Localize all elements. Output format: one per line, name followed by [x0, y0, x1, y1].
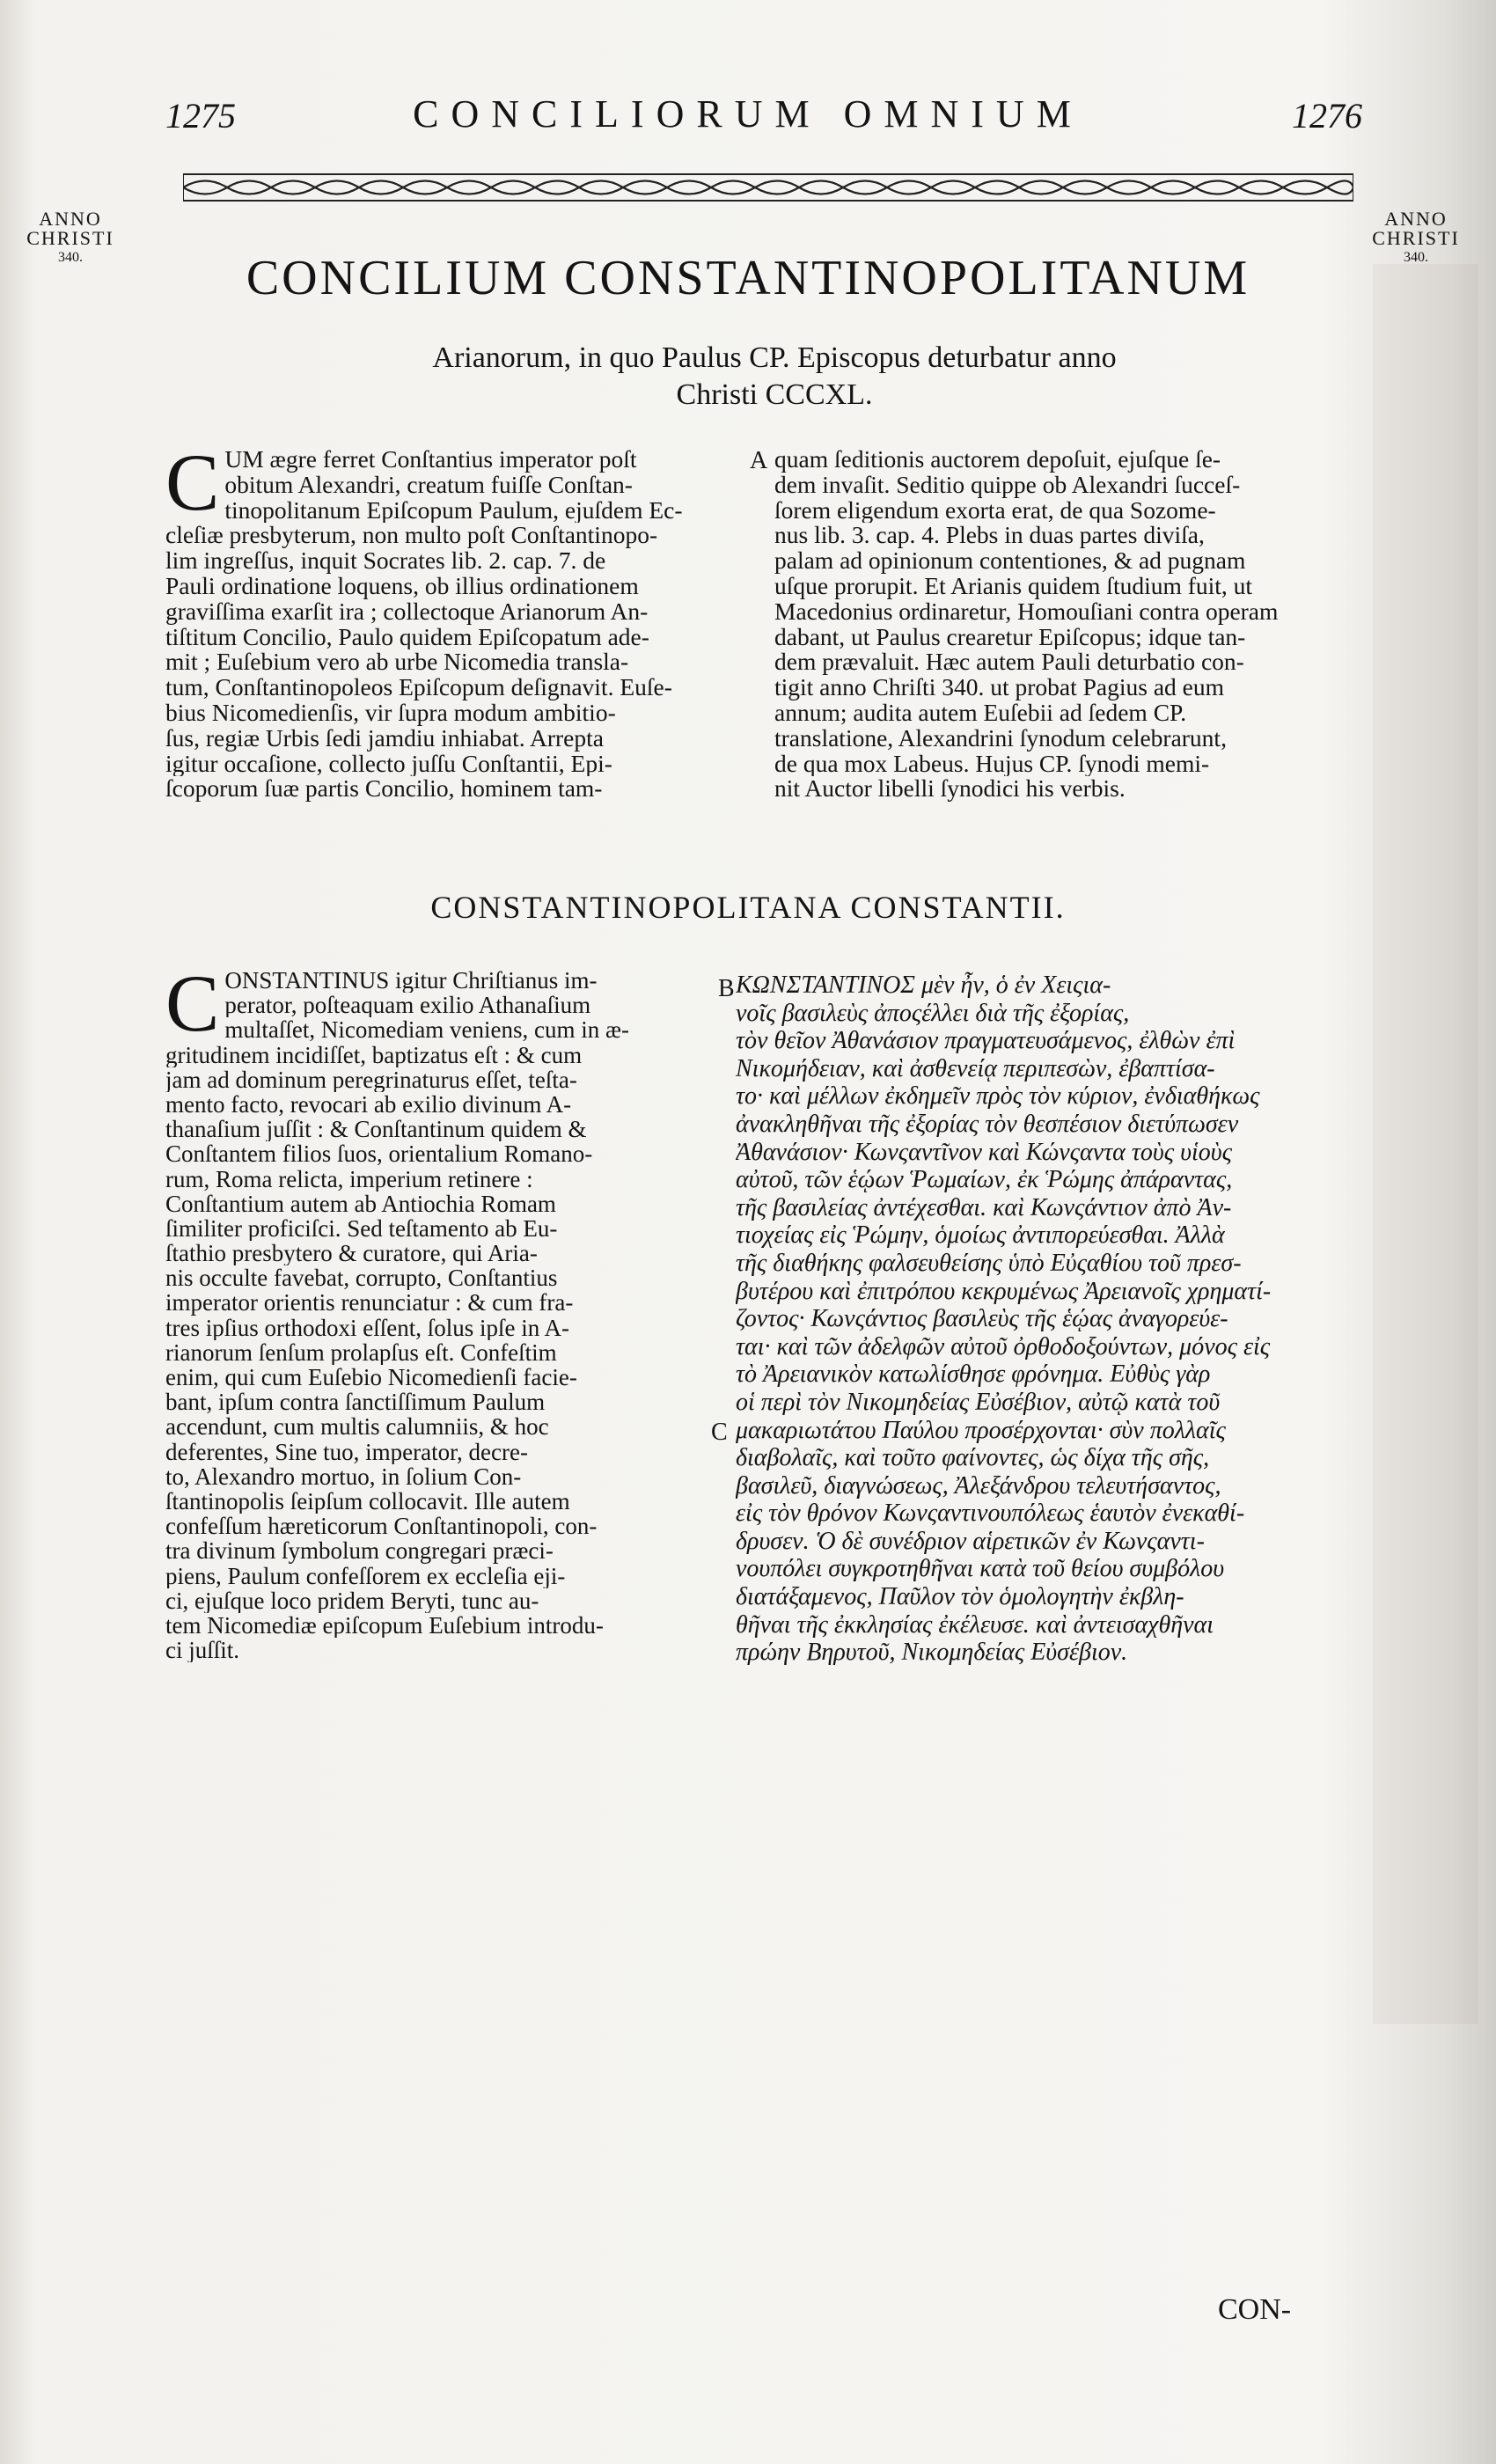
text-line: imperator orientis renunciatur : & cum fra- — [165, 1290, 574, 1316]
text-line: διαβολαῖς, καὶ τοῦτο φαίνοντες, ὡς δίχα τῆς σῆς, — [736, 1444, 1210, 1472]
text-line: ſtantinopolis ſeipſum collocavit. Ille autem — [165, 1488, 570, 1514]
text-line: bius Nicomedienſis, vir ſupra modum ambitio- — [165, 700, 616, 726]
text-line: ci juſſit. — [165, 1638, 239, 1663]
christi-label: CHRISTI — [1372, 227, 1460, 249]
latin-column-3 — [165, 958, 711, 1663]
council-title: CONCILIUM CONSTANTINOPOLITANUM — [246, 251, 1250, 305]
page-number-left: 1275 — [165, 96, 236, 136]
text-line: Macedonius ordinaretur, Homouſiani contra operam — [774, 598, 1279, 625]
text-line: ſcoporum ſuæ partis Concilio, hominem tam- — [165, 776, 603, 803]
text-line: igitur occaſione, collecto juſſu Conſtantii, Epi- — [165, 751, 612, 777]
text-line: dem invaſit. Seditio quippe ob Alexandri ſucceſ- — [774, 472, 1241, 498]
text-line: rianorum ſenſum prolapſus eſt. Confeſtim — [165, 1339, 557, 1365]
text-line: palam ad opinionum contentiones, & ad pugnam — [774, 548, 1246, 574]
text-line: βασιλεῦ, διαγνώσεως, Ἀλεξάνδρου τελευτήσαντος, — [736, 1471, 1221, 1500]
text-line: thanaſium juſſit : & Conſtantinum quidem & — [165, 1117, 587, 1142]
text-line: enim, qui cum Euſebio Nicomedienſi facie- — [165, 1365, 577, 1390]
text-line: UM ægre ferret Conſtantius imperator poſt — [224, 447, 637, 473]
text-line: ἀνακληθῆναι τῆς ἐξορίας τὸν θεσπέσιον διετύπωσεν — [736, 1110, 1239, 1138]
running-head: CONCILIORUM OMNIUM — [413, 92, 1083, 136]
text-line: τιοχείας εἰς Ῥώμην, ὁμοίως ἀντιπορεύεσθαι. Ἀλλὰ — [736, 1221, 1225, 1250]
ornamental-border — [183, 172, 1353, 202]
text-line: τὸν θεῖον Ἀθανάσιον πραγματευσάμενος, ἐλθὼν ἐπὶ — [736, 1027, 1236, 1055]
anno-year: 340. — [1404, 250, 1428, 265]
margin-letter-a: A — [750, 447, 768, 474]
text-line: to, Alexandro mortuo, in ſolium Con- — [165, 1463, 522, 1489]
drop-cap: C — [165, 437, 220, 527]
text-line: lim ingreſſus, inquit Socrates lib. 2. cap. 7. de — [165, 548, 606, 574]
text-line: τὸ Ἀρειανικὸν κατωλίσθησε φρόνημα. Εὐθὺς γὰρ — [736, 1360, 1211, 1389]
text-line: Ἀθανάσιον· Κωνςαντῖνον καὶ Κώνςαντα τοὺς υἱοὺς — [736, 1138, 1232, 1166]
greek-column — [736, 972, 1366, 1667]
text-line: ONSTANTINUS igitur Chriſtianus im- — [224, 968, 598, 994]
text-line: mento facto, revocari ab exilio divinum A- — [165, 1091, 572, 1118]
text-line: tinopolitanum Epiſcopum Paulum, ejuſdem Ec- — [224, 497, 683, 524]
text-line: quam ſeditionis auctorem depoſuit, ejuſque ſe- — [774, 447, 1221, 473]
text-line: αὐτοῦ, τῶν ἑῴων Ῥωμαίων, ἐκ Ῥώμης ἀπάραντας, — [736, 1166, 1233, 1194]
text-line: accendunt, cum multis calumniis, & hoc — [165, 1414, 549, 1440]
text-line: obitum Alexandri, creatum fuiſſe Conſtan- — [224, 472, 633, 498]
text-line: piens, Paulum confeſſorem ex eccleſia eji- — [165, 1563, 566, 1588]
text-line: δρυσεν. Ὁ δὲ συνέδριον αἱρετικῶν ἐν Κωνςαντι- — [736, 1527, 1205, 1555]
text-line: νοῖς βασιλεὺς ἀποςέλλει διὰ τῆς ἐξορίας, — [736, 999, 1130, 1027]
drop-cap: C — [165, 958, 220, 1048]
bleed-through — [1373, 264, 1478, 2024]
text-line: ζοντος· Κωνςάντιος βασιλεὺς τῆς ἑῴας ἀναγορεύε- — [736, 1305, 1228, 1333]
text-line: ΚΩΝΣΤΑΝΤΙΝΟΣ μὲν ἦν, ὁ ἐν Χειςια- — [736, 972, 1111, 999]
text-line: ſimiliter proficiſci. Sed teſtamento ab Eu- — [165, 1215, 558, 1242]
text-line: ſtathio presbytero & curatore, qui Aria- — [165, 1241, 538, 1266]
text-line: translatione, Alexandrini ſynodum celebrarunt, — [774, 725, 1227, 752]
text-line: graviſſima exarſit ira ; collectoque Arianorum An- — [165, 598, 649, 625]
anno-label: ANNO — [39, 208, 102, 230]
text-line: mit ; Euſebium vero ab urbe Nicomedia transla- — [165, 649, 629, 676]
text-line: Conſtantem filios ſuos, orientalium Romano- — [165, 1141, 593, 1167]
catchword: CON- — [1218, 2293, 1292, 2326]
text-line: tigit anno Chriſti 340. ut probat Pagius ad eum — [774, 675, 1224, 700]
text-line: τῆς διαθήκης φαλσευθείσης ὑπὸ Εὐςαθίου τοῦ πρεσ- — [736, 1249, 1242, 1277]
text-line: gritudinem incidiſſet, baptizatus eſt : & cum — [165, 1042, 583, 1067]
text-line: tres ipſius orthodoxi eſſent, ſolus ipſe in A- — [165, 1315, 569, 1340]
text-line: perator, poſteaquam exilio Athanaſium — [224, 993, 591, 1018]
text-line: θῆναι τῆς ἐκκλησίας ἐκέλευσε. καὶ ἀντεισαχθῆναι — [736, 1610, 1214, 1639]
latin-column-1 — [165, 437, 746, 803]
text-line: ται· καὶ τῶν ἀδελφῶν αὐτοῦ ὀρθοδοξούντων, μόνος εἰς — [736, 1332, 1271, 1360]
text-line: tem Nicomediæ epiſcopum Euſebium introdu- — [165, 1612, 604, 1639]
subtitle-line: Arianorum, in quo Paulus CP. Episcopus deturbatur anno — [432, 341, 1117, 374]
anno-label: ANNO — [1384, 208, 1448, 230]
text-line: nit Auctor libelli ſynodici his verbis. — [774, 776, 1126, 803]
section-heading: CONSTANTINOPOLITANA CONSTANTII. — [430, 890, 1066, 925]
text-line: ſus, regiæ Urbis ſedi jamdiu inhiabat. Arrepta — [165, 725, 604, 752]
text-line: multaſſet, Nicomediam veniens, cum in æ- — [224, 1017, 630, 1043]
text-line: μακαριωτάτου Παύλου προσέρχονται· σὺν πολλαῖς — [736, 1416, 1226, 1444]
text-line: ſorem eligendum exorta erat, de qua Sozome- — [774, 497, 1216, 524]
subtitle-line: Christi CCCXL. — [676, 378, 873, 411]
text-line: dem prævaluit. Hæc autem Pauli deturbatio con- — [774, 649, 1244, 676]
text-line: νουπόλει συγκροτηθῆναι κατὰ τοῦ θείου συμβόλου — [736, 1555, 1225, 1583]
text-line: deferentes, Sine tuo, imperator, decre- — [165, 1439, 528, 1464]
text-line: nis occulte favebat, corrupto, Conſtantius — [165, 1265, 558, 1291]
text-line: annum; audita autem Euſebii ad ſedem CP. — [774, 700, 1187, 726]
text-line: confeſſum hæreticorum Conſtantinopoli, con- — [165, 1514, 598, 1539]
text-line: το· καὶ μέλλων ἐκδημεῖν πρὸς τὸν κύριον, ἐνδιαθήκως — [736, 1082, 1260, 1111]
anno-year: 340. — [58, 250, 83, 265]
text-line: rum, Roma relicta, imperium retinere : — [165, 1166, 533, 1192]
latin-column-2 — [774, 447, 1357, 802]
border-pattern — [183, 181, 1353, 194]
text-line: οἱ περὶ τὸν Νικομηδείας Εὐσέβιον, αὐτῷ κατὰ τοῦ — [736, 1388, 1221, 1416]
text-line: βυτέρου καὶ ἐπιτρόπου κεκρυμένως Ἀρειανοῖς χρηματί- — [736, 1277, 1272, 1305]
text-line: uſque prorupit. Et Arianis quidem ſtudium fuit, ut — [774, 573, 1253, 599]
text-line: tiſtitum Concilio, Paulo quidem Epiſcopatum ade- — [165, 624, 649, 650]
text-line: τῆς βασιλείας ἀντέχεσθαι. καὶ Κωνςάντιον ἀπὸ Ἀν- — [736, 1193, 1232, 1221]
text-line: tum, Conſtantinopoleos Epiſcopum deſignavit. Euſe- — [165, 675, 672, 700]
text-line: ci, ejuſque loco pridem Beryti, tunc au- — [165, 1588, 539, 1613]
text-line: Pauli ordinatione loquens, ob illius ordinationem — [165, 573, 639, 599]
text-line: Conſtantium autem ab Antiochia Romam — [165, 1191, 556, 1216]
margin-letter-b: B — [718, 975, 735, 1002]
text-line: jam ad dominum peregrinaturus eſſet, teſta- — [165, 1067, 577, 1092]
text-line: πρώην Βηρυτοῦ, Νικομηδείας Εὐσέβιον. — [736, 1639, 1128, 1667]
council-subtitle — [317, 340, 1232, 414]
text-line: dabant, ut Paulus crearetur Epiſcopus; idque tan- — [774, 624, 1246, 650]
page-number-right: 1276 — [1292, 96, 1362, 136]
text-line: διατάξαμενος, Παῦλον τὸν ὁμολογητὴν ἐκβλη- — [736, 1583, 1184, 1611]
christi-label: CHRISTI — [26, 227, 114, 249]
text-line: nus lib. 3. cap. 4. Plebs in duas partes diviſa, — [774, 523, 1205, 549]
text-line: de qua mox Labeus. Hujus CP. ſynodi memi- — [774, 751, 1210, 777]
text-line: bant, ipſum contra ſanctiſſimum Paulum — [165, 1390, 546, 1415]
text-line: Νικομήδειαν, καὶ ἀσθενείᾳ περιπεσὼν, ἐβαπτίσα- — [736, 1054, 1215, 1082]
text-line: cleſiæ presbyterum, non multo poſt Conſtantinopo- — [165, 523, 658, 549]
margin-letter-c: C — [711, 1419, 728, 1446]
text-line: εἰς τὸν θρόνον Κωνςαντινουπόλεως ἑαυτὸν ἐνεκαθί- — [736, 1500, 1245, 1528]
text-line: tra divinum ſymbolum congregari præci- — [165, 1538, 554, 1564]
